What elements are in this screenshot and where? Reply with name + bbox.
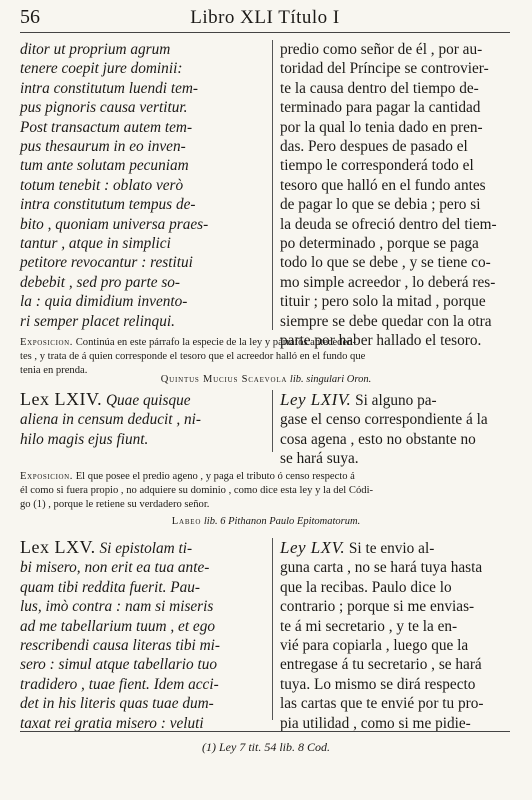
exposition-line xyxy=(20,470,512,484)
latin-line: sero : simul atque tabellario tuo xyxy=(20,656,218,674)
latin-line: intra constitutum luendi tem- xyxy=(20,79,199,97)
spanish-line: Si te envio al- xyxy=(345,540,435,557)
attribution-1 xyxy=(0,374,532,385)
latin-line: la : quia dimidium invento- xyxy=(20,293,188,311)
attribution-author: Labeo xyxy=(171,516,202,527)
latin-line: debebit , sed pro parte so- xyxy=(20,273,181,291)
latin-line: tradidero , tuae fient. Idem acci- xyxy=(20,675,219,693)
spanish-line: vié para copiarla , luego que la xyxy=(280,637,469,655)
exposition-1 xyxy=(20,336,512,378)
latin-line: Quae quisque xyxy=(102,392,191,409)
exposition-line xyxy=(20,336,512,350)
column-divider xyxy=(272,538,273,720)
latin-line: bi misero, non erit ea tua ante- xyxy=(20,559,210,577)
spanish-line: tesoro que halló en el fundo antes xyxy=(280,176,486,194)
spanish-line: te la causa dentro del tiempo de- xyxy=(280,79,479,97)
latin-line: bito , quoniam universa praes- xyxy=(20,215,209,233)
exposition-label: Exposicion. xyxy=(20,337,74,348)
attribution-2 xyxy=(0,516,532,527)
exposition-line: go (1) , porque le retiene su verdadero señor. xyxy=(20,499,210,510)
spanish-line: po determinado , porque se paga xyxy=(280,235,479,253)
latin-line: totum tenebit : oblato verò xyxy=(20,176,184,194)
exposition-text: Continúa en este párrafo la especie de la ley y párrafos anteceden- xyxy=(73,337,357,348)
attribution-author: Quintus Mucius Scaevola xyxy=(160,374,288,385)
lex-64-latin xyxy=(20,390,268,449)
latin-line: pus thesaurum in eo inven- xyxy=(20,138,186,156)
footnote: (1) Ley 7 tit. 54 lib. 8 Cod. xyxy=(202,740,330,754)
spanish-line: se hará suya. xyxy=(280,450,359,468)
latin-line: ditor ut proprium agrum xyxy=(20,41,171,58)
page-number: 56 xyxy=(20,6,40,28)
spanish-line: las cartas que te envié por tu pro- xyxy=(280,695,484,713)
exposition-text: El que posee el predio ageno , y paga el tributo ó censo respecto á xyxy=(73,471,355,482)
spanish-line: toridad del Príncipe se controvier- xyxy=(280,60,489,78)
latin-line: Post transactum autem tem- xyxy=(20,118,193,136)
footnote-rule xyxy=(20,731,510,732)
column-divider xyxy=(272,40,273,330)
spanish-line: pia utilidad , como si me pidie- xyxy=(280,714,471,732)
spanish-line: Si alguno pa- xyxy=(351,392,437,409)
running-head: Libro XLI Título I xyxy=(190,7,340,28)
exposition-line: él como si fuera propio , no adquiere su dominio , como dice esta ley y la del Códi- xyxy=(20,485,374,496)
latin-line: ad me tabellarium tuum , et ego xyxy=(20,617,216,635)
attribution-source: lib. singulari Oron. xyxy=(289,374,372,385)
latin-column-section1 xyxy=(20,40,268,331)
exposition-2 xyxy=(20,470,512,512)
exposition-line: tes , y trata de á quien corresponde el tesoro que el acreedor halló en el fundo que xyxy=(20,351,366,362)
spanish-line: das. Pero despues de pasado el xyxy=(280,138,468,156)
lex-heading: Lex LXV. xyxy=(20,537,96,557)
spanish-line: terminado para pagar la cantidad xyxy=(280,99,481,117)
latin-line: det in his literis quas tuae dum- xyxy=(20,695,214,713)
spanish-line: tituir ; pero solo la mitad , porque xyxy=(280,293,486,311)
spanish-line: guna carta , no se hará tuya hasta xyxy=(280,559,483,577)
spanish-line: predio como señor de él , por au- xyxy=(280,41,483,58)
latin-line: Si epistolam ti- xyxy=(95,540,193,557)
latin-line: intra constitutum tempus de- xyxy=(20,196,196,214)
latin-line: tenere coepit jure dominii: xyxy=(20,60,183,78)
ley-64-spanish xyxy=(280,390,512,469)
exposition-label: Exposicion. xyxy=(20,471,74,482)
spanish-line: tuya. Lo mismo se dirá respecto xyxy=(280,675,476,693)
spanish-line: la deuda se ofreció dentro del tiem- xyxy=(280,215,497,233)
spanish-line: mo simple acreedor , lo deberá res- xyxy=(280,273,496,291)
latin-line: tantur , atque in simplici xyxy=(20,235,171,253)
spanish-line: que la recibas. Paulo dice lo xyxy=(280,578,452,596)
spanish-line: entregase á tu secretario , se hará xyxy=(280,656,482,674)
spanish-line: cosa agena , esto no obstante no xyxy=(280,430,476,448)
lex-heading: Lex LXIV. xyxy=(20,389,103,409)
attribution-source: lib. 6 Pithanon Paulo Epitomatorum. xyxy=(203,516,361,527)
ley-heading: Ley LXV. xyxy=(280,538,346,557)
latin-line: tum ante solutam pecuniam xyxy=(20,157,189,175)
latin-line: rescribendi causa literas tibi mi- xyxy=(20,637,220,655)
spanish-line: te á mi secretario , y te la en- xyxy=(280,617,458,635)
spanish-line: por la qual lo tenia dado en pren- xyxy=(280,118,483,136)
latin-line: ri semper placet relinqui. xyxy=(20,312,175,330)
header-rule xyxy=(20,32,510,33)
lex-65-latin xyxy=(20,538,268,733)
latin-line: hilo magis ejus fiunt. xyxy=(20,430,149,448)
latin-line: lus, imò contra : nam si miseris xyxy=(20,598,214,616)
latin-line: taxat rei gratia misero : veluti xyxy=(20,714,204,732)
latin-line: aliena in censum deducit , ni- xyxy=(20,411,201,429)
page-header xyxy=(20,6,510,32)
spanish-line: tiempo le corresponderá todo el xyxy=(280,157,474,175)
ley-65-spanish xyxy=(280,538,512,733)
spanish-line: todo lo que se debe , y se tiene co- xyxy=(280,254,491,272)
spanish-line: siempre se debe quedar con la otra xyxy=(280,312,492,330)
spanish-line: contrario ; porque si me envias- xyxy=(280,598,475,616)
latin-line: pus pignoris causa vertitur. xyxy=(20,99,188,117)
latin-line: quam tibi reddita fuerit. Pau- xyxy=(20,578,201,596)
spanish-column-section1 xyxy=(280,40,512,351)
spanish-line: gase el censo correspondiente á la xyxy=(280,411,488,429)
spanish-line: de pagar lo que se debia ; pero si xyxy=(280,196,481,214)
column-divider xyxy=(272,390,273,452)
latin-line: petitore revocantur : restitui xyxy=(20,254,193,272)
spanish-line: parte por haber hallado el tesoro. xyxy=(280,332,482,350)
ley-heading: Ley LXIV. xyxy=(280,390,352,409)
exposition-line: tenia en prenda. xyxy=(20,365,88,376)
